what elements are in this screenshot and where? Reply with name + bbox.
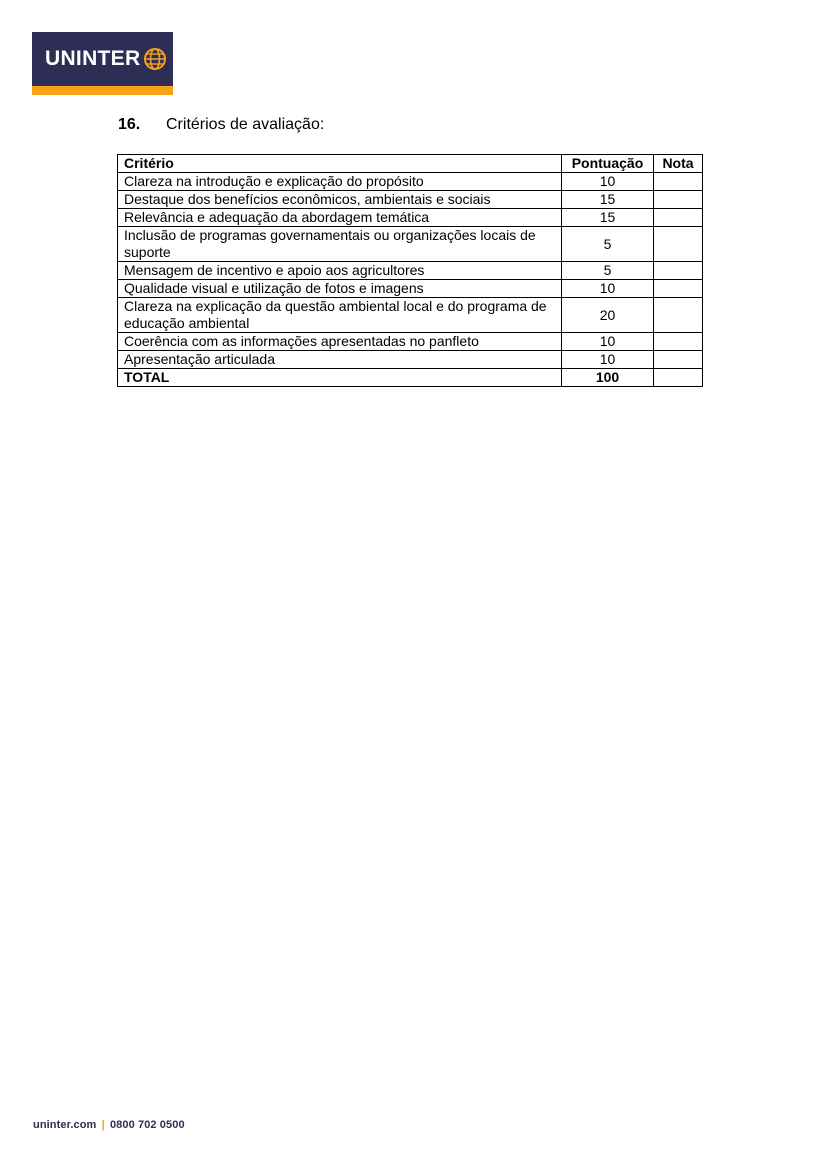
table-row (118, 351, 703, 369)
cell-nota (654, 351, 703, 369)
cell-criterio: Coerência com as informações apresentadas no panfleto (118, 333, 562, 351)
table-row (118, 191, 703, 209)
cell-nota (654, 280, 703, 298)
cell-pontuacao: 10 (562, 333, 654, 351)
table-row (118, 173, 703, 191)
header-criterio: Critério (118, 155, 562, 173)
cell-criterio: TOTAL (118, 369, 562, 387)
table-row (118, 298, 703, 333)
cell-nota (654, 173, 703, 191)
section-number: 16. (118, 116, 141, 133)
footer-site: uninter.com (33, 1119, 97, 1131)
cell-criterio: Clareza na explicação da questão ambiental local e do programa de educação ambiental (118, 298, 562, 333)
cell-pontuacao: 10 (562, 351, 654, 369)
cell-criterio: Qualidade visual e utilização de fotos e imagens (118, 280, 562, 298)
table-row (118, 227, 703, 262)
cell-nota (654, 333, 703, 351)
footer-phone: 0800 702 0500 (109, 1119, 185, 1131)
cell-criterio: Apresentação articulada (118, 351, 562, 369)
table-row (118, 333, 703, 351)
cell-nota (654, 262, 703, 280)
cell-criterio: Relevância e adequação da abordagem temática (118, 209, 562, 227)
globe-icon (142, 46, 168, 72)
cell-nota (654, 191, 703, 209)
cell-pontuacao: 5 (562, 262, 654, 280)
cell-nota (654, 298, 703, 333)
cell-pontuacao: 5 (562, 227, 654, 262)
cell-pontuacao: 100 (562, 369, 654, 387)
section-title: Critérios de avaliação: (166, 116, 325, 133)
uninter-logo (32, 32, 173, 86)
table-row (118, 262, 703, 280)
cell-nota (654, 227, 703, 262)
cell-criterio: Destaque dos benefícios econômicos, ambientais e sociais (118, 191, 562, 209)
section-heading (118, 116, 324, 134)
table-row (118, 369, 703, 387)
footer-separator: | (101, 1119, 105, 1131)
cell-pontuacao: 10 (562, 280, 654, 298)
cell-nota (654, 209, 703, 227)
criteria-table (117, 154, 703, 387)
header-nota: Nota (654, 155, 703, 173)
table-row (118, 209, 703, 227)
footer-contact (33, 1119, 185, 1131)
table-header-row (118, 155, 703, 173)
cell-criterio: Mensagem de incentivo e apoio aos agricultores (118, 262, 562, 280)
table-row (118, 280, 703, 298)
cell-pontuacao: 20 (562, 298, 654, 333)
logo-accent-bar (32, 86, 173, 95)
logo-text: UNINTER (45, 47, 141, 70)
cell-pontuacao: 15 (562, 209, 654, 227)
header-pontuacao: Pontuação (562, 155, 654, 173)
cell-criterio: Inclusão de programas governamentais ou organizações locais de suporte (118, 227, 562, 262)
cell-criterio: Clareza na introdução e explicação do propósito (118, 173, 562, 191)
cell-pontuacao: 15 (562, 191, 654, 209)
cell-pontuacao: 10 (562, 173, 654, 191)
cell-nota (654, 369, 703, 387)
